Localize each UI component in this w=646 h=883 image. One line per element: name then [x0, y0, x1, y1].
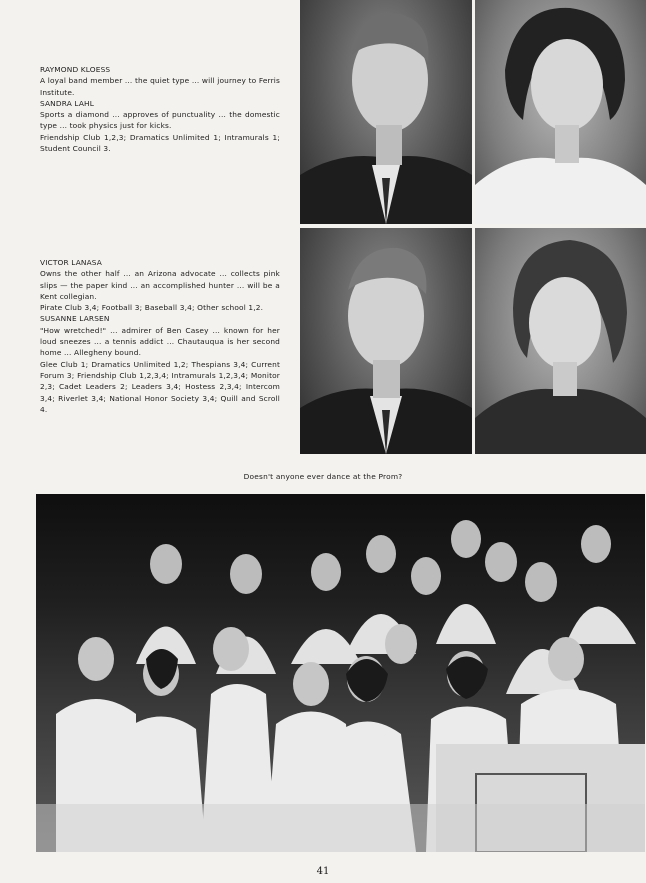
senior-name: SUSANNE LARSEN	[40, 314, 110, 324]
senior-name: SANDRA LAHL	[40, 98, 95, 108]
senior-name: RAYMOND KLOESS	[40, 65, 111, 74]
senior-description: Owns the other half ... an Arizona advocate ... collects pink slips — the paper kind ... an accomplished hunter ... will be a Kent collegian.	[40, 269, 280, 301]
page-number: 41	[316, 866, 330, 877]
photo-caption: Doesn't anyone ever dance at the Prom?	[243, 472, 403, 481]
senior-entry-text-group-1	[40, 64, 280, 154]
portrait-photo-female	[475, 0, 646, 224]
senior-description: A loyal band member ... the quiet type ... will journey to Ferris Institute.	[40, 76, 280, 97]
senior-description: "How wretched!" ... admirer of Ben Casey ... known for her loud sneezes ... a tennis addict ... Chautauqua is her second home ... Allegheny bound.	[40, 325, 280, 358]
senior-activities: Glee Club 1; Dramatics Unlimited 1,2; Thespians 3,4; Current Forum 3; Friendship Club 1,2,3,4; Intramurals 1,2,3,4; Monitor 2,3; Cadet Leaders 2; Leaders 3,4; Hostess 2,3,4; Intercom 3,4; Riverlet 3,4; National Honor Society 3,4; Quill and Scroll 4.	[40, 359, 280, 414]
senior-entry-text-group-2	[40, 257, 280, 415]
portrait-photo-male	[300, 0, 472, 224]
senior-description: Sports a diamond ... approves of punctuality ... the domestic type ... took physics just for kicks.	[40, 110, 280, 131]
senior-activities: Friendship Club 1,2,3; Dramatics Unlimited 1; Intramurals 1; Student Council 3.	[40, 132, 280, 154]
prom-group-photo	[36, 494, 645, 852]
senior-activities: Pirate Club 3,4; Football 3; Baseball 3,4; Other school 1,2.	[40, 303, 264, 313]
portrait-photo-male	[300, 228, 472, 454]
portrait-photo-female	[475, 228, 646, 454]
senior-name: VICTOR LANASA	[40, 258, 102, 267]
